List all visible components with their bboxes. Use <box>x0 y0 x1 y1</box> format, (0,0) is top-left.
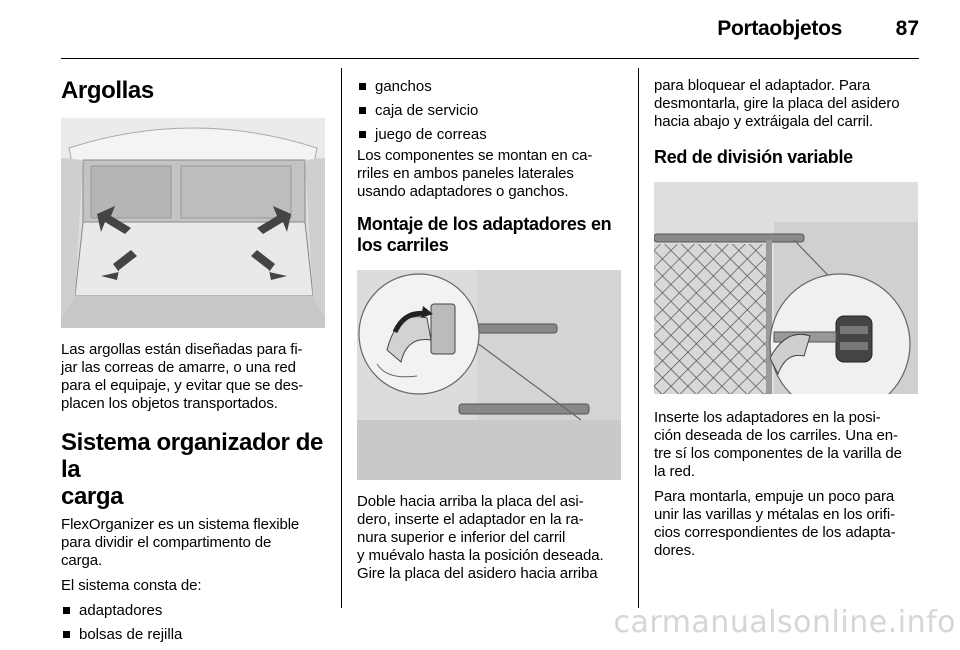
text-line: placen los objetos transportados. <box>61 395 278 412</box>
list-item: caja de servicio <box>357 102 623 120</box>
column-3 <box>654 68 922 560</box>
text-line: jar las correas de amarre, o una red <box>61 359 296 376</box>
heading-line: Montaje de los adaptadores en <box>357 214 612 234</box>
heading-line: los carriles <box>357 235 449 255</box>
paragraph-componentes <box>357 147 623 201</box>
text-line: dero, inserte el adaptador en la ra- <box>357 511 584 528</box>
text-line: nura superior e inferior del carril <box>357 529 566 546</box>
list-item: adaptadores <box>61 602 325 620</box>
paragraph-bloquear <box>654 77 922 131</box>
list-item: ganchos <box>357 78 623 96</box>
list-item: bolsas de rejilla <box>61 626 325 644</box>
heading-line: Sistema organizador de la <box>61 429 323 483</box>
text-line: la red. <box>654 463 695 480</box>
text-line: y muévalo hasta la posición deseada. <box>357 547 604 564</box>
column-2 <box>357 68 623 583</box>
text-line: desmontarla, gire la placa del asidero <box>654 95 900 112</box>
column-divider <box>341 68 342 608</box>
column-1 <box>61 68 325 650</box>
paragraph-argollas <box>61 341 325 413</box>
text-line: hacia abajo y extráigala del carril. <box>654 113 874 130</box>
text-line: Los componentes se montan en ca- <box>357 147 593 164</box>
text-line: unir las varillas y métalas en los orifi- <box>654 506 895 523</box>
list-item: juego de correas <box>357 126 623 144</box>
text-line: dores. <box>654 542 696 559</box>
text-line: para bloquear el adaptador. Para <box>654 77 871 94</box>
component-list-cont <box>357 78 623 144</box>
heading-argollas: Argollas <box>61 77 154 104</box>
page-number: 87 <box>895 17 919 40</box>
paragraph-inserte <box>654 409 922 481</box>
component-list <box>61 602 325 644</box>
heading-line: carga <box>61 483 124 510</box>
watermark: carmanualsonline.info <box>613 605 956 640</box>
paragraph-doble <box>357 493 623 583</box>
header-rule <box>61 58 919 59</box>
paragraph-consta: El sistema consta de: <box>61 577 202 594</box>
heading-red-division: Red de división variable <box>654 147 853 167</box>
text-line: Para montarla, empuje un poco para <box>654 488 895 505</box>
heading-sistema-organizador <box>61 429 325 510</box>
text-line: Gire la placa del asidero hacia arriba <box>357 565 598 582</box>
figure-cargo-eyelets <box>61 118 325 328</box>
paragraph-montarla <box>654 488 922 560</box>
text-line: para dividir el compartimento de <box>61 534 272 551</box>
figure-adapter-mounting <box>357 270 621 480</box>
heading-montaje <box>357 214 623 256</box>
text-line: para el equipaje, y evitar que se des- <box>61 377 304 394</box>
text-line: ción deseada de los carriles. Una en- <box>654 427 898 444</box>
text-line: cios correspondientes de los adapta- <box>654 524 896 541</box>
figure-net-divider <box>654 182 918 394</box>
text-line: rriles en ambos paneles laterales <box>357 165 574 182</box>
text-line: usando adaptadores o ganchos. <box>357 183 569 200</box>
text-line: carga. <box>61 552 103 569</box>
column-divider <box>638 68 639 608</box>
text-line: Inserte los adaptadores en la posi- <box>654 409 881 426</box>
section-title: Portaobjetos <box>717 17 842 40</box>
page-header <box>0 0 960 52</box>
text-line: tre sí los componentes de la varilla de <box>654 445 902 462</box>
text-line: Doble hacia arriba la placa del asi- <box>357 493 584 510</box>
text-line: FlexOrganizer es un sistema flexible <box>61 516 300 533</box>
text-line: Las argollas están diseñadas para fi- <box>61 341 303 358</box>
paragraph-flexorganizer <box>61 516 325 570</box>
